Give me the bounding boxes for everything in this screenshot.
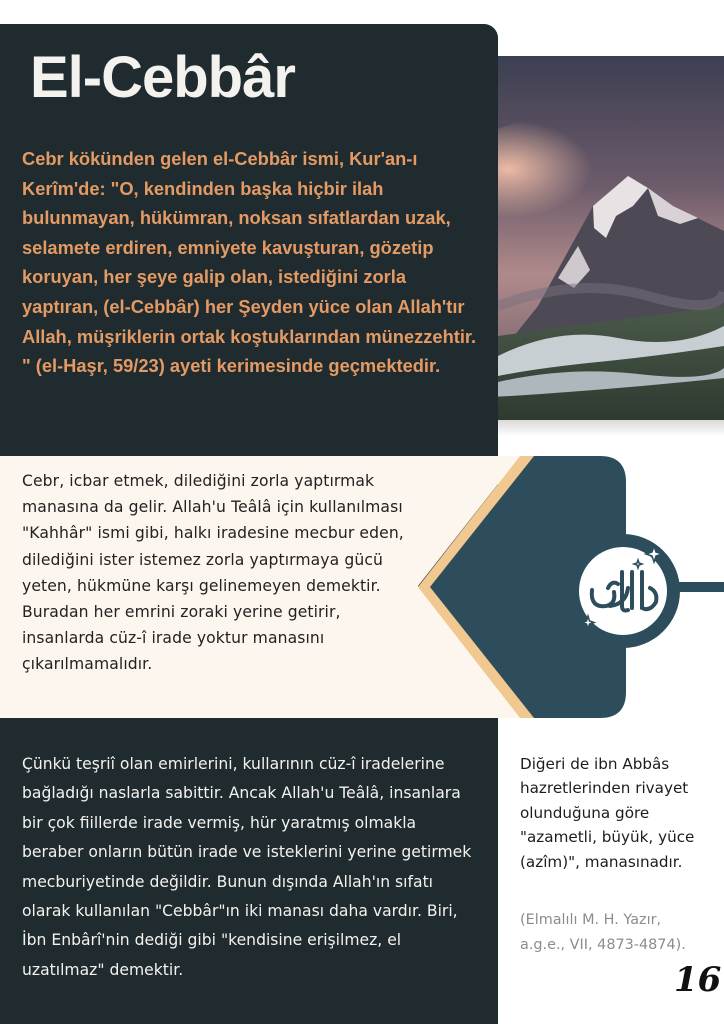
page-title: El-Cebbâr	[30, 45, 295, 110]
photo-shadow	[498, 420, 724, 436]
allah-calligraphy-icon	[564, 532, 682, 650]
page-number: 16	[674, 960, 722, 1000]
citation: (Elmalılı M. H. Yazır, a.g.e., VII, 4873-4874).	[520, 912, 686, 953]
body-paragraph: Çünkü teşriî olan emirlerini, kullarının cüz-î iradelerine bağladığı naslarla sabittir. Ancak Allah'u Teâlâ, insanlara bir çok fiillerde irade vermiş, hür yaratmış olmakla beraber onların bütün irade ve isteklerini yerine getirmek mecburiyetinde değildir. Bunun dışında Allah'ın sıfatı olarak kullanılan "Cebbâr"ın iki manası daha vardır. Biri, İbn Enbârî'nin dediği gibi "kendisine erişilmez, el uzatılmaz" demektir.	[22, 755, 472, 979]
intro-paragraph: Cebr kökünden gelen el-Cebbâr ismi, Kur'an-ı Kerîm'de: "O, kendinden başka hiçbir ilah bulunmayan, hükümran, noksan sıfatlardan uzak, selamete erdiren, emniyete kavuşturan, gözetip koruyan, her şeye galip olan, istediğini zorla yaptıran, (el-Cebbâr) her Şeyden yüce olan Allah'tır Allah, müşriklerin ortak koştuklarından münezzehtir. " (el-Haşr, 59/23) ayeti kerimesinde geçmektedir.	[22, 148, 477, 377]
mountain-landscape-photo	[498, 56, 724, 420]
side-note: Diğeri de ibn Abbâs hazretlerinden rivayet olunduğuna göre "azametli, büyük, yüce (azîm)", manasınadır.	[520, 755, 695, 871]
callout-text: Cebr, icbar etmek, dilediğini zorla yaptırmak manasına da gelir. Allah'u Teâlâ için kullanılması "Kahhâr" ismi gibi, halkı iradesine mecbur eden, dilediğini ister istemez zorla yaptırmaya gücü yeten, hükmüne karşı gelinemeyen demektir. Buradan her emrini zoraki yerine getirir, insanlarda cüz-î irade yoktur manasını çıkarılmamalıdır.	[22, 472, 404, 674]
callout-box	[0, 456, 724, 726]
